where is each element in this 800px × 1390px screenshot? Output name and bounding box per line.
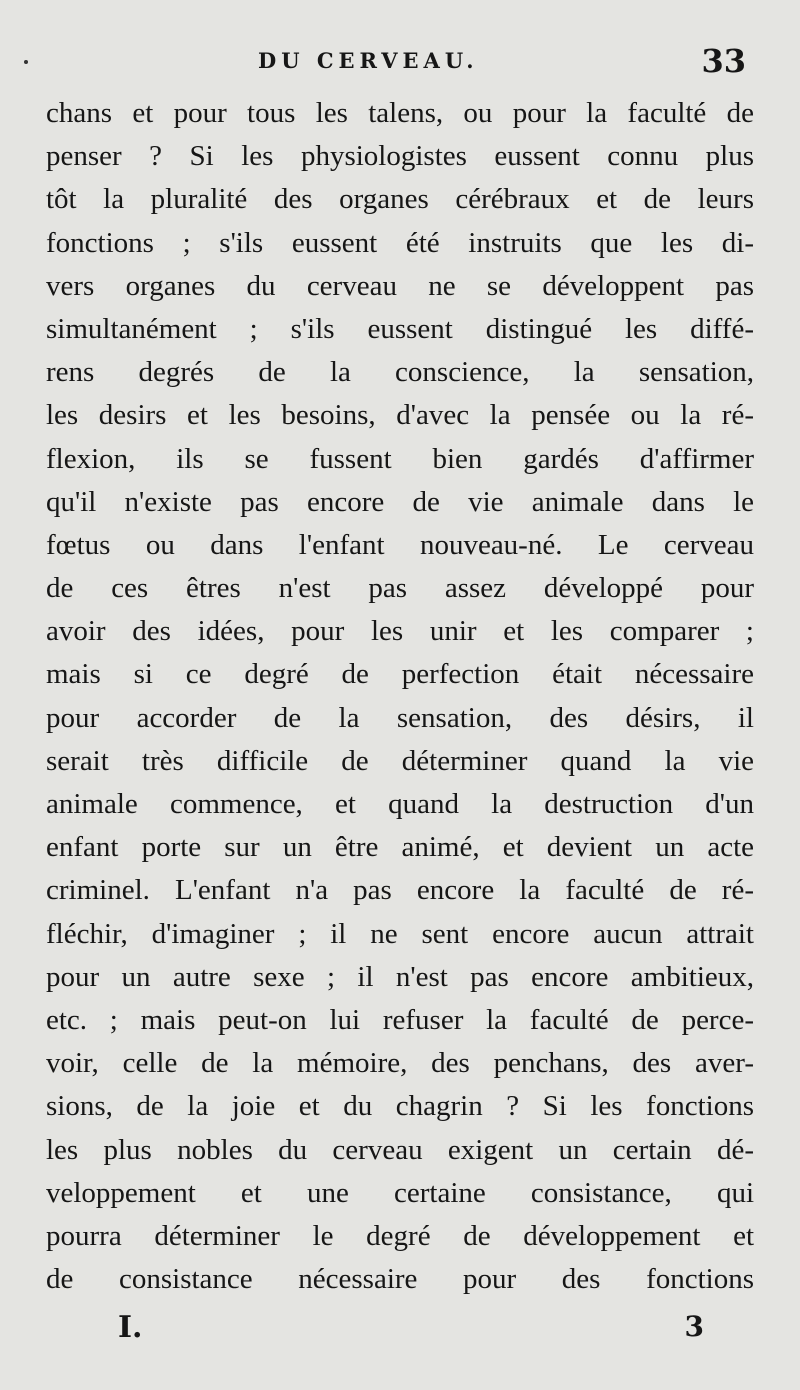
- text-line: mais si ce degré de perfection était nécessaire: [46, 658, 754, 691]
- text-line: penser ? Si les physiologistes eussent connu plus: [46, 140, 754, 173]
- text-line: vers organes du cerveau ne se développent pas: [46, 269, 754, 302]
- text-line: de ces êtres n'est pas assez développé pour: [46, 572, 754, 605]
- margin-dot: [24, 60, 28, 64]
- running-title: DU CERVEAU.: [258, 48, 479, 73]
- text-line: pour un autre sexe ; il n'est pas encore ambitieux,: [46, 960, 754, 993]
- page-footer: [0, 1310, 800, 1350]
- text-line: pour accorder de la sensation, des désirs, il: [46, 701, 754, 734]
- text-line: rens degrés de la conscience, la sensation,: [46, 356, 754, 389]
- text-line: voir, celle de la mémoire, des penchans, des aver-: [46, 1047, 754, 1080]
- text-line: les desirs et les besoins, d'avec la pensée ou la ré-: [46, 399, 754, 432]
- text-line: pourra déterminer le degré de développement et: [46, 1219, 754, 1252]
- text-line: animale commence, et quand la destruction d'un: [46, 788, 754, 820]
- page-number: 33: [701, 42, 746, 80]
- text-line: sions, de la joie et du chagrin ? Si les fonctions: [46, 1090, 754, 1123]
- text-line: enfant porte sur un être animé, et devient un acte: [46, 831, 754, 864]
- text-line: chans et pour tous les talens, ou pour la faculté de: [46, 97, 754, 129]
- text-line: criminel. L'enfant n'a pas encore la faculté de ré-: [46, 874, 754, 907]
- text-line: fonctions ; s'ils eussent été instruits que les di-: [46, 226, 754, 259]
- text-line: les plus nobles du cerveau exigent un certain dé-: [46, 1133, 754, 1166]
- text-line: fléchir, d'imaginer ; il ne sent encore aucun attrait: [46, 917, 754, 950]
- text-line: veloppement et une certaine consistance, qui: [46, 1176, 754, 1209]
- page-header: [0, 42, 800, 82]
- text-line: qu'il n'existe pas encore de vie animale dans le: [46, 485, 754, 518]
- text-line: avoir des idées, pour les unir et les comparer ;: [46, 615, 754, 648]
- text-line: fœtus ou dans l'enfant nouveau-né. Le cerveau: [46, 528, 754, 561]
- text-line: de consistance nécessaire pour des fonctions: [46, 1263, 754, 1296]
- signature-mark: I.: [118, 1310, 143, 1345]
- text-line: flexion, ils se fussent bien gardés d'affirmer: [46, 442, 754, 475]
- body-text: [46, 92, 754, 1301]
- leaf-number: 3: [684, 1310, 704, 1343]
- text-line: serait très difficile de déterminer quand la vie: [46, 744, 754, 777]
- text-line: etc. ; mais peut-on lui refuser la faculté de perce-: [46, 1003, 754, 1036]
- text-line: simultanément ; s'ils eussent distingué les diffé-: [46, 312, 754, 345]
- text-line: tôt la pluralité des organes cérébraux et de leurs: [46, 183, 754, 216]
